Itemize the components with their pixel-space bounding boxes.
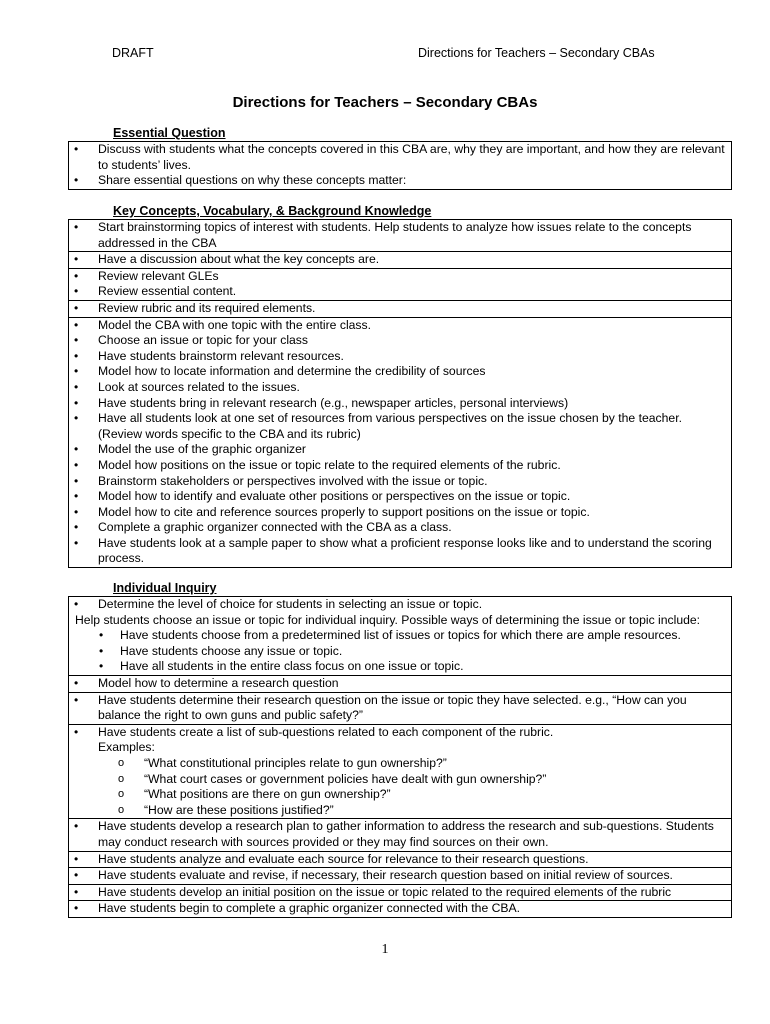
list-item: • Have students look at a sample paper to show what a proficient response looks like and to understand the scoring process. (74, 535, 712, 566)
list-item: • Have a discussion about what the key concepts are. (69, 252, 731, 269)
list-item: o “What positions are there on gun ownership?” (118, 787, 391, 802)
list-item: • Have all students look at one set of resources from various perspectives on the issue chosen by the teacher. (Review words specific to the CBA and its rubric) (74, 411, 682, 441)
bullet-icon: • (74, 252, 79, 267)
bullet-icon: • (74, 442, 79, 457)
bullet-icon: • (74, 379, 79, 394)
bullet-icon: • (99, 643, 104, 658)
list-item: • Model the use of the graphic organizer (74, 442, 306, 457)
bullet-icon: • (74, 268, 79, 283)
bullet-icon: • (74, 317, 79, 332)
bullet-icon: • (74, 220, 79, 234)
list-item: • Have all students in the entire class focus on one issue or topic. (69, 659, 731, 676)
list-item: • Have students evaluate and revise, if necessary, their research question based on initial review of sources. (69, 868, 731, 885)
list-item: • Brainstorm stakeholders or perspectives involved with the issue or topic. (74, 473, 488, 488)
list-item: • Have students determine their research question on the issue or topic they have selected. e.g., “How can you balance the right to own guns and public safety?” (69, 693, 731, 725)
circle-bullet-icon: o (118, 803, 125, 816)
header-running-title: Directions for Teachers – Secondary CBAs (418, 46, 655, 60)
bullet-icon: • (74, 868, 79, 883)
list-item: • Complete a graphic organizer connected with the CBA as a class. (74, 520, 452, 535)
bullet-icon: • (74, 300, 79, 315)
list-item: • Model how to determine a research question (69, 676, 731, 693)
list-item (69, 740, 731, 756)
list-item: • Start brainstorming topics of interest with students. Help students to analyze how issues relate to the concepts addressed in the CBA (69, 220, 731, 252)
bullet-icon: • (74, 173, 79, 188)
list-item: • Have students brainstorm relevant resources. (74, 348, 344, 363)
bullet-icon: • (74, 473, 79, 488)
bullet-icon: • (74, 597, 79, 611)
bullet-icon: • (74, 819, 79, 834)
header-draft-label: DRAFT (112, 46, 154, 60)
bullet-icon: • (74, 411, 79, 426)
essential-question-heading: Essential Question (113, 126, 226, 140)
list-item: • Discuss with students what the concepts covered in this CBA are, why they are important, and how they are relevant to students’ lives. (74, 142, 725, 172)
circle-bullet-icon: o (118, 788, 125, 801)
list-item: • Have students choose from a predetermined list of issues or topics for which there are ample resources. (99, 628, 681, 643)
list-item: • Review relevant GLEs (74, 268, 219, 283)
list-item: • Have students analyze and evaluate each source for relevance to their research questions. (69, 852, 731, 869)
bullet-icon: • (74, 395, 79, 410)
list-item: • Look at sources related to the issues. (74, 379, 300, 394)
list-item: • Model the CBA with one topic with the entire class. (74, 317, 372, 332)
bullet-icon: • (74, 520, 79, 535)
bullet-icon: • (74, 489, 79, 504)
individual-inquiry-heading: Individual Inquiry (113, 581, 217, 595)
bullet-icon: • (99, 659, 104, 674)
list-item: o “How are these positions justified?” (69, 803, 731, 820)
bullet-icon: • (74, 333, 79, 348)
list-item: • Have students choose any issue or topic. (99, 643, 343, 658)
list-item: o “What constitutional principles relate to gun ownership?” (118, 755, 447, 770)
list-item: • Review rubric and its required elements. (69, 301, 731, 318)
list-item: • Model how to cite and reference sources properly to support positions on the issue or topic. (74, 504, 590, 519)
list-item: • Choose an issue or topic for your class (74, 333, 308, 348)
individual-inquiry-box (68, 596, 732, 918)
bullet-icon: • (74, 504, 79, 519)
list-item: • Model how positions on the issue or topic relate to the required elements of the rubric. (74, 457, 561, 472)
list-item: • Determine the level of choice for students in selecting an issue or topic. (74, 597, 483, 611)
key-concepts-box (68, 219, 732, 568)
list-item: • Have students bring in relevant research (e.g., newspaper articles, personal interviews) (74, 395, 569, 410)
list-item: • Share essential questions on why these concepts matter: (74, 173, 407, 188)
page-number: 1 (381, 942, 389, 957)
bullet-icon: • (74, 284, 79, 299)
circle-bullet-icon: o (118, 756, 125, 769)
examples-label: Examples: (98, 740, 155, 755)
list-item: o “What court cases or government policies have dealt with gun ownership?” (118, 771, 547, 786)
list-item: • Model how to locate information and determine the credibility of sources (74, 364, 486, 379)
bullet-icon: • (74, 457, 79, 472)
bullet-icon: • (74, 675, 79, 690)
bullet-icon: • (99, 628, 104, 643)
list-item: • Have students create a list of sub-questions related to each component of the rubric. (74, 724, 554, 739)
bullet-icon: • (74, 364, 79, 379)
page-title: Directions for Teachers – Secondary CBAs (232, 94, 538, 111)
bullet-icon: • (74, 535, 79, 550)
key-concepts-heading: Key Concepts, Vocabulary, & Background Knowledge (113, 204, 432, 218)
essential-question-box (68, 141, 732, 190)
bullet-icon: • (74, 142, 79, 156)
list-item: Help students choose an issue or topic for individual inquiry. Possible ways of determining the issue or topic include: (75, 612, 701, 627)
bullet-icon: • (74, 884, 79, 899)
list-item: • Model how to identify and evaluate other positions or perspectives on the issue or topic. (74, 489, 571, 504)
bullet-icon: • (74, 851, 79, 866)
bullet-icon: • (74, 724, 79, 739)
bullet-icon: • (74, 692, 79, 707)
list-item: • Have students develop an initial position on the issue or topic related to the required elements of the rubric (69, 885, 731, 902)
bullet-icon: • (74, 901, 79, 916)
list-item: • Have students develop a research plan to gather information to address the research and sub-questions. Students may conduct research with sources provided or they may find sources on their own. (69, 819, 731, 851)
list-item: • Review essential content. (69, 284, 731, 301)
bullet-icon: • (74, 348, 79, 363)
circle-bullet-icon: o (118, 772, 125, 785)
list-item: • Have students begin to complete a graphic organizer connected with the CBA. (74, 901, 521, 916)
